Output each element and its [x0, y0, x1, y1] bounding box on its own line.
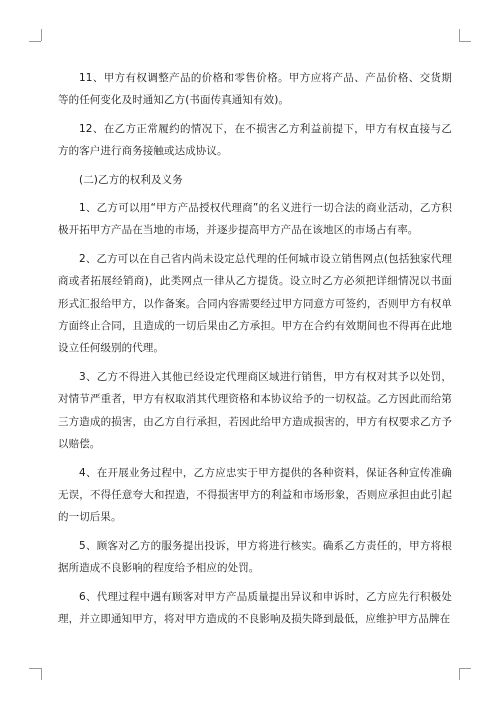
- clause-b-2: 2、乙方可以在自己省内尚未设定总代理的任何城市设立销售网点(包括独家代理商或者拓展经销商)，此类网点一律从乙方提货。设立时乙方必须把详细情况以书面形式汇报给甲方，以作备案。合同内容需要经过甲方同意方可签约，否则甲方有权单方面终止合同，且造成的一切后果由乙方承担。甲方在合约有效期间也不得再在此地设立任何级别的代理。: [58, 252, 452, 355]
- clause-b-6: 6、代理过程中遇有顾客对甲方产品质量提出异议和申诉时，乙方应先行积极处理，并立即通知甲方，将对甲方造成的不良影响及损失降到最低，应维护甲方品牌在: [58, 590, 452, 625]
- crop-mark-bottom-right-vertical: [459, 668, 460, 680]
- section-heading-party-b-rights: (二)乙方的权利及义务: [79, 173, 183, 186]
- document-body: [58, 67, 452, 636]
- clause-b-4: 4、在开展业务过程中，乙方应忠实于甲方提供的各种资料，保证各种宣传准确无误，不得任意夸大和捏造，不得损害甲方的利益和市场形象，否则应承担由此引起的一切后果。: [58, 466, 452, 524]
- crop-mark-top-left-vertical: [41, 29, 42, 41]
- crop-mark-top-right-vertical: [459, 29, 460, 41]
- clause-b-1: 1、乙方可以用“甲方产品授权代理商”的名义进行一切合法的商业活动，乙方积极开拓甲方产品在当地的市场，并逐步提高甲方产品在该地区的市场占有率。: [58, 202, 452, 237]
- clause-11: 11、甲方有权调整产品的价格和零售价格。甲方应将产品、产品价格、交货期等的任何变化及时通知乙方(书面传真通知有效)。: [58, 72, 452, 107]
- crop-mark-bottom-right-horizontal: [459, 668, 471, 669]
- clause-b-5: 5、顾客对乙方的服务提出投诉，甲方将进行核实。确系乙方责任的，甲方将根据所造成不良影响的程度给予相应的处罚。: [58, 539, 452, 575]
- crop-mark-top-right-horizontal: [459, 41, 471, 42]
- crop-mark-bottom-left-horizontal: [29, 668, 41, 669]
- clause-12: 12、在乙方正常履约的情况下，在不损害乙方利益前提下，甲方有权直接与乙方的客户进行商务接触或达成协议。: [58, 122, 452, 158]
- crop-mark-top-left-horizontal: [29, 41, 41, 42]
- clause-b-3: 3、乙方不得进入其他已经设定代理商区域进行销售，甲方有权对其予以处罚，对情节严重者，甲方有权取消其代理资格和本协议给予的一切权益。乙方因此而给第三方造成的损害，由乙方自行承担，若因此给甲方造成损害的，甲方有权要求乙方予以赔偿。: [58, 370, 452, 451]
- crop-mark-bottom-left-vertical: [41, 668, 42, 680]
